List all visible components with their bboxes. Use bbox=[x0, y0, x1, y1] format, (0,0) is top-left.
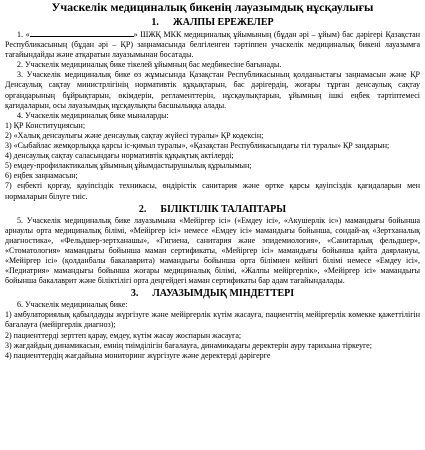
section-heading-3 bbox=[5, 288, 420, 300]
paragraph: 4. Учаскелік медициналық бике мыналарды: bbox=[17, 110, 169, 120]
document-title: Учаскелік медициналық бикенің лауазымдық нұсқаулығы bbox=[51, 0, 374, 14]
paragraph: 2. Учаскелік медициналық бике тікелей ұйымның бас медбикесіне бағынады. bbox=[17, 60, 282, 70]
list-item: 3) «Сыбайлас жемқорлыққа қарсы іс-қимыл туралы», «Қазақстан Республикасындағы тіл туралы» ҚР заңдарын; bbox=[5, 141, 390, 151]
section-title: БІЛІКТІЛІК ТАЛАПТАРЫ bbox=[160, 203, 287, 215]
list-item: 2) «Халық денсаулығы және денсаулық сақтау жүйесі туралы» ҚР кодексін; bbox=[5, 130, 264, 140]
list-item: 1) амбулаториялық қабылдауды жүргізуге және мейіргерлік күтім жасауға, пациенттің мейіргерлік көмекке қажеттілігін бағалауға (мейіргерлік диагноз); bbox=[5, 310, 420, 330]
list-item: 1) ҚР Конституциясын; bbox=[5, 120, 86, 130]
list-item: 4) пациенттердің жағдайына мониторинг жүргізуге және деректерді дәрігерге bbox=[5, 350, 271, 360]
list-item: 6) еңбек заңнамасын; bbox=[5, 171, 78, 181]
section-title: ЖАЛПЫ ЕРЕЖЕЛЕР bbox=[172, 17, 274, 28]
section-heading-2 bbox=[5, 204, 420, 216]
paragraph-text: » ШЖҚ МКК медициналық ұйымының (бұдан әрі – ұйым) бас дәрігері Қазақстан Республикасының (бұдан әрі – ҚР) заңнамасында белгіленген тәртіппен учаскелік медициналық бикені лауазымға тағайындайды және атқаратын лауазымынан босатады. bbox=[5, 30, 421, 60]
paragraph: 6. Учаскелік медициналық бике: bbox=[17, 300, 128, 310]
list-item: 4) денсаулық сақтау саласындағы нормативтік құқықтық актілерді; bbox=[5, 151, 234, 161]
list-item: 3) жағдайдың динамикасын, емнің тиімділігін бағалауға, динамикадағы деректерін ауру тарихына тіркеуге; bbox=[5, 340, 372, 350]
list-item: 5) емдеу-профилактикалық ұйымның ұйымдастырушылық құрылымын; bbox=[5, 161, 252, 171]
paragraph: 3. Учаскелік медициналық бике өз жұмысында Қазақстан Республикасының қолданыстағы заңнамасын және ҚР Денсаулық сақтау министрлігінің нормативтік құқықтарын, бас дәрігердің, жоғары тұрған денсаулық сақтау органдарының бұйрықтарын, өкімдерін, регламенттерін, нұсқаулықтарын, ұйымның ішкі еңбек тәртіптемесі қағидаларын, осы лауазымдық нұсқаулықты басшылыққа алады. bbox=[5, 70, 420, 110]
section-number: 3. bbox=[130, 288, 139, 300]
paragraph-number: 1. « bbox=[17, 30, 30, 39]
section-number: 2. bbox=[138, 203, 147, 215]
section-title: ЛАУАЗЫМДЫҚ МІНДЕТТЕРІ bbox=[152, 288, 295, 300]
section-number: 1. bbox=[151, 17, 159, 28]
list-item: 2) пациенттерді зерттеп қарау, емдеу, күтім жасау жоспарын жасауға; bbox=[5, 330, 242, 340]
section-heading-1 bbox=[5, 17, 420, 29]
paragraph: 5. Учаскелік медициналық бике лауазымына «Мейіргер ісі» («Емдеу ісі», «Акушерлік іс») мамандығы бойынша арнаулы орта медициналық білімі, «Мейіргер ісі» немесе «Емдеу ісі» мамандығы бойынша, сондай-ақ «Зертханалық диагностика», «Фельдшер-зертханашы», «Гигиена, санитария және эпидемиология», «Санитарлық фельдшер», «Стоматология» мамандығы бойынша маман сертификаты, «Мейіргер ісі» мамандығы бойынша қайта даярлануы, «Мейіргер ісі» (қолданбалы бакалаврита) мамандығы бойынша орта білімнен кейінгі білімі немесе «Емдеу ісі», «Педиатрия» мамандығы бойынша жоғары медициналық білімі, «Жалпы мейіргерлік», «Мейіргер ісі» мамандығы бойынша бакалаврит және біліктілігі орта деңгейдегі маман сертификаты бар адам тағайындалады. bbox=[5, 215, 420, 286]
list-item: 7) еңбекті қорғау, қауіпсіздік техникасы, өндірістік санитария және өртке қарсы қауіпсіздік қағидаларын мен нормаларын білуге тиіс. bbox=[5, 181, 420, 201]
blank-line bbox=[30, 29, 134, 37]
paragraph-1 bbox=[5, 29, 420, 60]
